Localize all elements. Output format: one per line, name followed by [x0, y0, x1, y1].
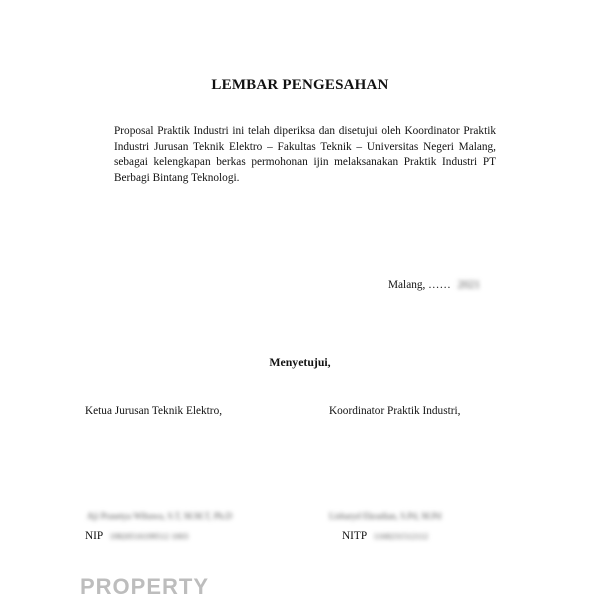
right-signatory-title: Koordinator Praktik Industri, — [329, 405, 461, 417]
right-signatory-name — [329, 511, 441, 521]
property-watermark: PROPERTY — [80, 574, 210, 599]
date-place: Malang, …… — [388, 279, 451, 291]
left-nip-line — [85, 530, 188, 542]
left-name-redacted: Aji Prasetya Wibawa, S.T, M.M.T, Ph.D — [87, 511, 233, 521]
right-nip-line — [342, 530, 428, 542]
left-nip-label: NIP — [85, 530, 103, 542]
right-nip-label: NITP — [342, 530, 367, 542]
date-year-redacted: 2021 — [457, 279, 481, 291]
date-line — [388, 279, 480, 291]
approval-heading: Menyetujui, — [269, 355, 331, 369]
left-signatory-name — [87, 511, 232, 521]
left-signatory-title: Ketua Jurusan Teknik Elektro, — [85, 405, 223, 417]
right-nip-redacted: 1168231512112 — [373, 531, 429, 541]
approval-paragraph: Proposal Praktik Industri ini telah diperiksa dan disetujui oleh Koordinator Praktik Industri Jurusan Teknik Elektro – Fakultas Teknik – Universitas Negeri Malang, sebagai kelengkapan berkas permohonan ijin melaksanakan Praktik Industri PT Berbagi Bintang Teknologi. — [114, 125, 496, 184]
document-title: LEMBAR PENGESAHAN — [211, 77, 389, 93]
left-nip-redacted: 19820516199512 1003 — [109, 531, 189, 541]
right-name-redacted: Lisbaryd Ekradian, S.Pd, M.Pd — [329, 511, 442, 521]
